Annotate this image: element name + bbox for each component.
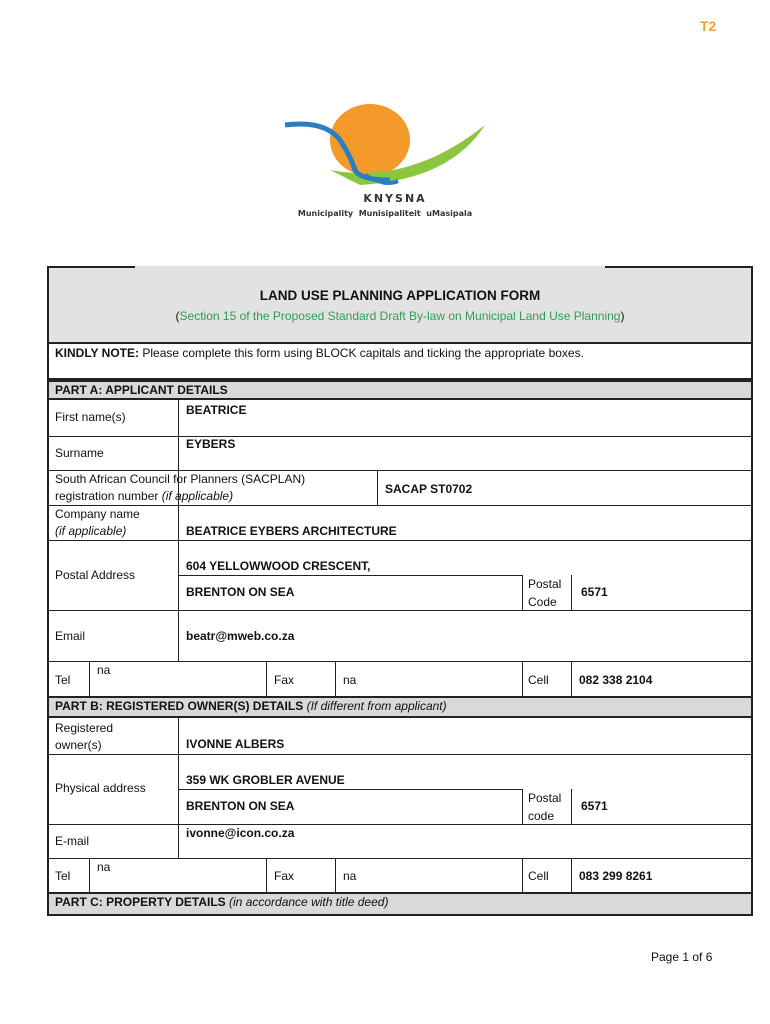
- part-c-heading: PART C: PROPERTY DETAILS (in accordance with title deed): [47, 892, 753, 916]
- physical-address-line-2[interactable]: BRENTON ON SEA: [186, 799, 295, 813]
- owner-tel-label: Tel: [55, 869, 71, 883]
- form-subtitle: (Section 15 of the Proposed Standard Draft By-law on Municipal Land Use Planning): [175, 309, 625, 323]
- logo-tagline: Municipality Munisipaliteit uMasipala: [297, 209, 473, 218]
- cell-label: Cell: [528, 673, 549, 687]
- surname-label: Surname: [55, 446, 104, 460]
- surname-value[interactable]: EYBERS: [186, 437, 236, 451]
- physical-address-line-1[interactable]: 359 WK GROBLER AVENUE: [186, 773, 345, 787]
- fax-label: Fax: [274, 673, 295, 687]
- fax-value[interactable]: na: [343, 673, 357, 687]
- company-value[interactable]: BEATRICE EYBERS ARCHITECTURE: [186, 524, 397, 538]
- owner-email-value[interactable]: ivonne@icon.co.za: [186, 826, 295, 840]
- postal-code-value[interactable]: 6571: [581, 585, 608, 599]
- postal-code-label: Postal Code: [528, 577, 562, 609]
- cell-value[interactable]: 082 338 2104: [579, 673, 653, 687]
- company-label-note: (if applicable): [55, 524, 127, 538]
- email-label: Email: [55, 629, 86, 643]
- form-title: LAND USE PLANNING APPLICATION FORM: [259, 288, 541, 303]
- knysna-logo: [270, 95, 520, 230]
- application-form: [47, 266, 753, 916]
- logo-name: KNYSNA: [363, 192, 427, 205]
- title-area: [47, 266, 753, 342]
- sacplan-label-1: South African Council for Planners (SACPLAN): [55, 472, 306, 486]
- tel-label: Tel: [55, 673, 71, 687]
- owner-cell-value[interactable]: 083 299 8261: [579, 869, 653, 883]
- postal-address-line-1[interactable]: 604 YELLOWWOOD CRESCENT,: [186, 559, 371, 573]
- owner-postal-code-value[interactable]: 6571: [581, 799, 608, 813]
- owner-value[interactable]: IVONNE ALBERS: [186, 737, 285, 751]
- page-number: Page 1 of 6: [651, 950, 713, 964]
- owner-postal-code-label: Postal code: [528, 791, 562, 823]
- sacplan-value[interactable]: SACAP ST0702: [385, 482, 473, 496]
- owner-fax-value[interactable]: na: [343, 869, 357, 883]
- owner-tel-value[interactable]: na: [97, 860, 111, 874]
- owner-email-label: E-mail: [55, 834, 90, 848]
- first-name-label: First name(s): [55, 410, 126, 424]
- owner-fax-label: Fax: [274, 869, 295, 883]
- postal-address-label: Postal Address: [55, 568, 136, 582]
- first-name-value[interactable]: BEATRICE: [186, 403, 247, 417]
- document-code: T2: [700, 18, 717, 34]
- kindly-note: KINDLY NOTE: Please complete this form using BLOCK capitals and ticking the appropriate boxes.: [55, 346, 584, 360]
- tel-value[interactable]: na: [97, 663, 111, 677]
- sacplan-label-2: registration number (if applicable): [55, 489, 234, 503]
- owner-cell-label: Cell: [528, 869, 549, 883]
- company-label: Company name: [55, 507, 140, 521]
- owner-label: Registered owner(s): [55, 721, 114, 752]
- email-value[interactable]: beatr@mweb.co.za: [186, 629, 295, 643]
- postal-address-line-2[interactable]: BRENTON ON SEA: [186, 585, 295, 599]
- physical-address-label: Physical address: [55, 781, 146, 795]
- knysna-emblem-icon: [270, 95, 520, 230]
- part-b-heading: PART B: REGISTERED OWNER(S) DETAILS (If different from applicant): [47, 696, 753, 718]
- part-a-heading: PART A: APPLICANT DETAILS: [47, 380, 753, 400]
